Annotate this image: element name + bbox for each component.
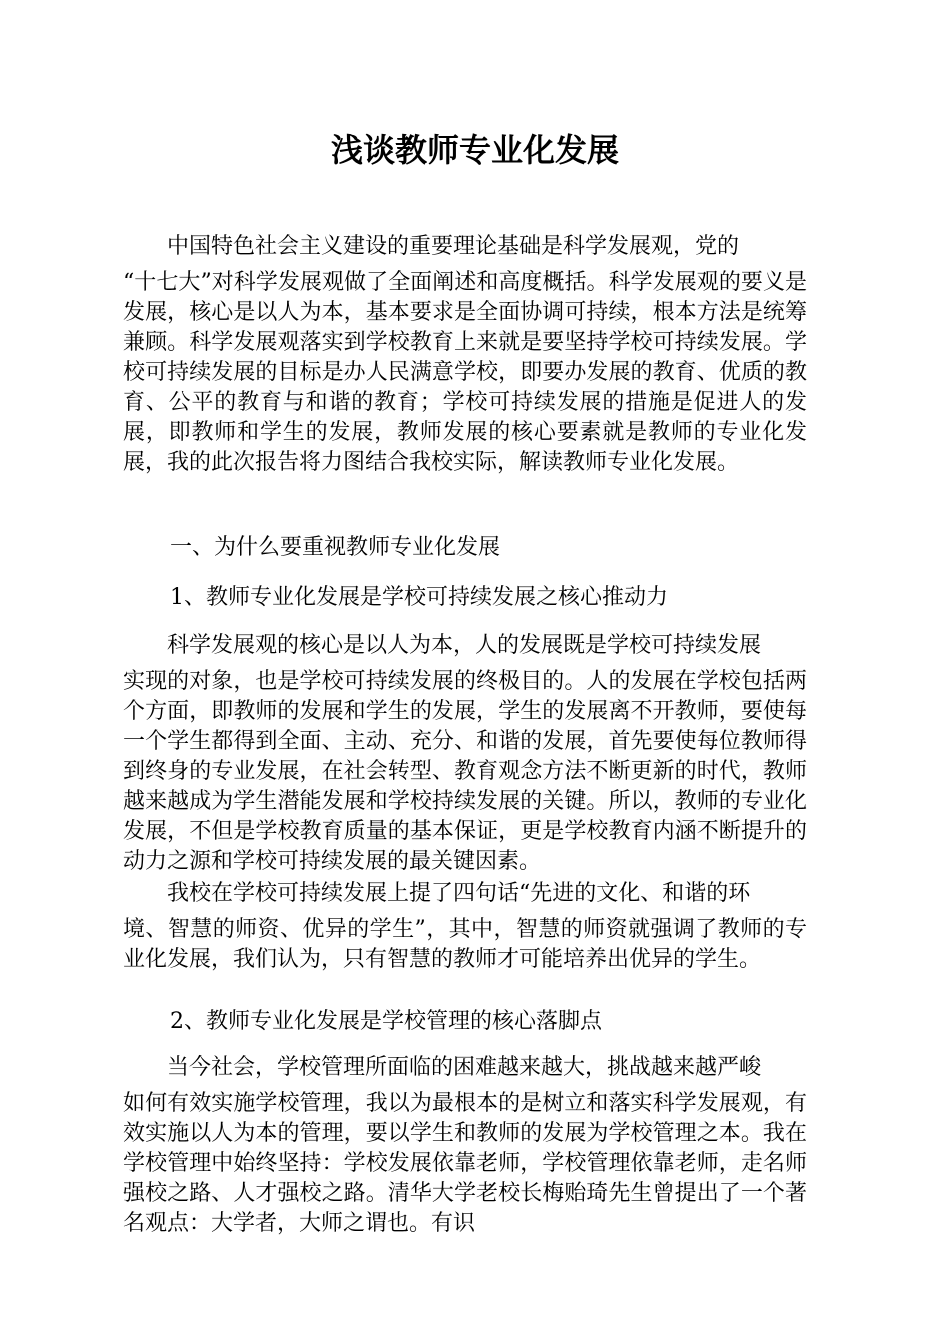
intro-body: “十七大”对科学发展观做了全面阐述和高度概括。科学发展观的要义是发展，核心是以人为本，基本要求是全面协调可持续，根本方法是统筹兼顾。科学发展观落实到学校教育上来就是要坚持学校可持续发展。学校可持续发展的目标是办人民满意学校，即要办发展的教育、优质的教育、公平的教育与和谐的教育；学校可持续发展的措施是促进人的发展，即教师和学生的发展，教师发展的核心要素就是教师的专业化发展，我的此次报告将力图结合我校实际，解读教师专业化发展。 [123, 270, 807, 475]
paragraph-4-first-line: 当今社会，学校管理所面临的困难越来越大，挑战越来越严峻 [167, 1055, 762, 1080]
subsection-heading-2: 2、教师专业化发展是学校管理的核心落脚点 [170, 1009, 602, 1034]
intro-first-line: 中国特色社会主义建设的重要理论基础是科学发展观，党的 [167, 234, 740, 259]
paragraph-4 [123, 1053, 807, 1239]
paragraph-4-body: 如何有效实施学校管理，我以为最根本的是树立和落实科学发展观，有效实施以人为本的管理，要以学生和教师的发展为学校管理之本。我在学校管理中始终坚持：学校发展依靠老师，学校管理依靠老师，走名师强校之路、人才强校之路。清华大学老校长梅贻琦先生曾提出了一个著名观点：大学者，大师之谓也。有识 [123, 1091, 807, 1236]
section-heading-1: 一、为什么要重视教师专业化发展 [170, 535, 501, 560]
document-title: 浅谈教师专业化发展 [330, 131, 619, 169]
paragraph-2-body: 实现的对象，也是学校可持续发展的终极目的。人的发展在学校包括两个方面，即教师的发展和学生的发展，学生的发展离不开教师，要使每一个学生都得到全面、主动、充分、和谐的发展，首先要使每位教师得到终身的专业发展，在社会转型、教育观念方法不断更新的时代，教师越来越成为学生潜能发展和学校持续发展的关键。所以，教师的专业化发展，不但是学校教育质量的基本保证，更是学校教育内涵不断提升的动力之源和学校可持续发展的最关键因素。 [123, 669, 807, 874]
intro-paragraph [123, 232, 807, 478]
paragraph-2-first-line: 科学发展观的核心是以人为本，人的发展既是学校可持续发展 [167, 633, 762, 658]
paragraph-3-first-line: 我校在学校可持续发展上提了四句话“先进的文化、和谐的环 [167, 881, 751, 906]
subsection-heading-1: 1、教师专业化发展是学校可持续发展之核心推动力 [170, 585, 668, 610]
paragraph-3 [123, 879, 807, 975]
paragraph-2 [123, 631, 807, 877]
paragraph-3-body: 境、智慧的师资、优异的学生”，其中，智慧的师资就强调了教师的专业化发展，我们认为，只有智慧的教师才可能培养出优异的学生。 [123, 917, 807, 972]
